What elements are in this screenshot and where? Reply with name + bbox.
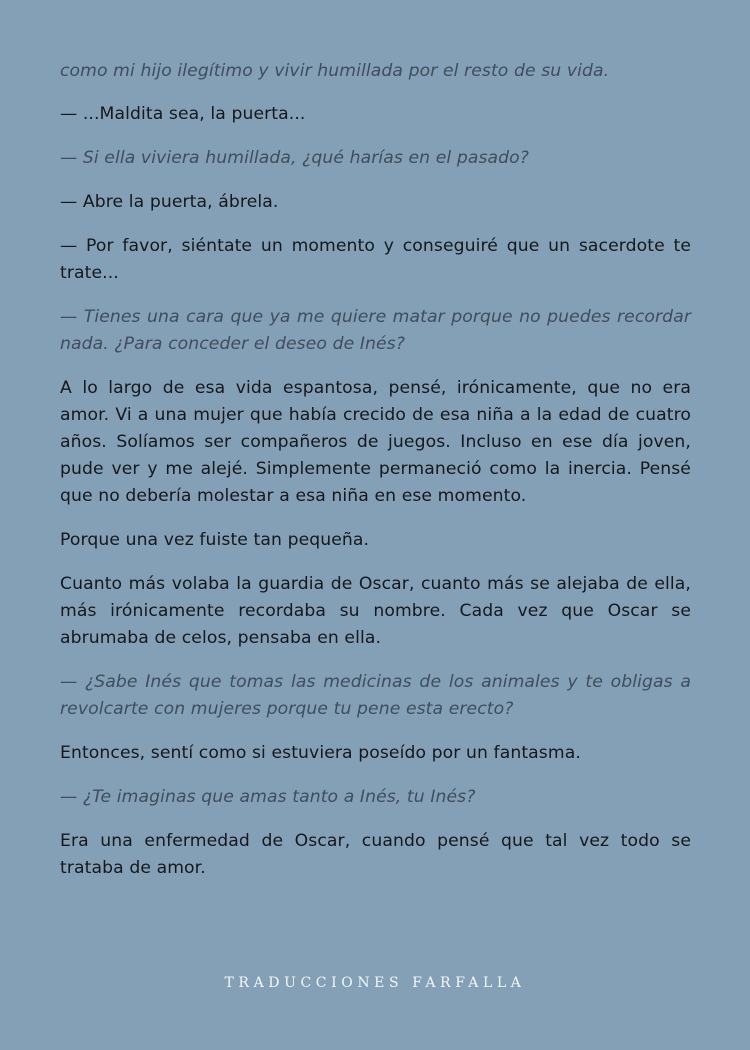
paragraph-dialogue: — ...Maldita sea, la puerta... [60,104,306,124]
paragraph-narration: Entonces, sentí como si estuviera poseído por un fantasma. [60,743,581,763]
paragraph-narration: Era una enfermedad de Oscar, cuando pensé que tal vez todo se trataba de amor. [60,831,691,878]
footer-credit: TRADUCCIONES FARFALLA [224,975,526,991]
paragraph-italic: — Tienes una cara que ya me quiere matar porque no puedes recordar nada. ¿Para conceder el deseo de Inés? [60,307,691,354]
paragraph-italic: como mi hijo ilegítimo y vivir humillada por el resto de su vida. [60,61,610,81]
paragraph-italic: — ¿Sabe Inés que tomas las medicinas de los animales y te obligas a revolcarte con mujeres porque tu pene esta erecto? [60,672,691,719]
paragraph-dialogue: — Abre la puerta, ábrela. [60,192,279,212]
paragraph-narration: Porque una vez fuiste tan pequeña. [60,530,370,550]
paragraph-dialogue: — Por favor, siéntate un momento y conseguiré que un sacerdote te trate... [60,236,691,283]
paragraph-italic: — ¿Te imaginas que amas tanto a Inés, tu Inés? [60,787,476,807]
paragraph-narration: A lo largo de esa vida espantosa, pensé, irónicamente, que no era amor. Vi a una mujer que había crecido de esa niña a la edad de cuatro años. Solíamos ser compañeros de juegos. Incluso en ese día joven, pude ver y me alejé. Simplemente permaneció como la inercia. Pensé que no debería molestar a esa niña en ese momento. [60,378,691,506]
page-body [60,58,691,899]
paragraph-italic: — Si ella viviera humillada, ¿qué harías en el pasado? [60,148,530,168]
paragraph-narration: Cuanto más volaba la guardia de Oscar, cuanto más se alejaba de ella, más irónicamente recordaba su nombre. Cada vez que Oscar se abrumaba de celos, pensaba en ella. [60,574,691,648]
